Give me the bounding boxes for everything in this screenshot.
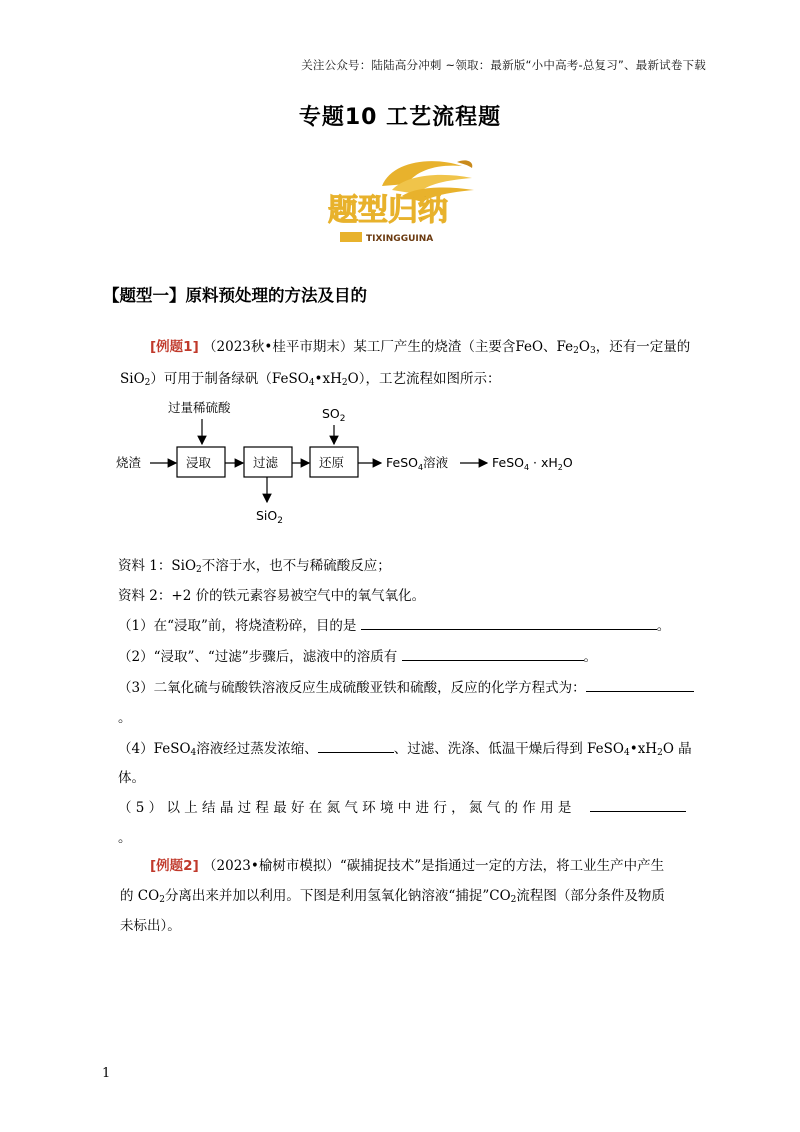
answer-blank-2[interactable] (402, 646, 584, 661)
process-flowchart (110, 392, 610, 532)
logo-main-text: 题型归纳 (328, 193, 448, 228)
text: （2023•榆树市模拟）“碳捕捉技术”是指通过一定的方法，将工业生产中产生 (203, 858, 665, 874)
text: •xH (629, 741, 658, 757)
text: O），工艺流程如图所示： (347, 371, 501, 387)
sub: 2 (341, 378, 348, 388)
example1-line1: （2023秋•桂平市期末）某工厂产生的烧渣（主要含FeO、Fe (203, 339, 574, 355)
sub: 2 (159, 895, 165, 905)
question-5-end: 。 (118, 830, 132, 846)
answer-blank-4[interactable] (318, 738, 394, 753)
sub: 4 (523, 463, 530, 472)
sub: 2 (573, 346, 579, 356)
example2-line3: 未标出）。 (120, 918, 181, 934)
sub: 2 (557, 463, 563, 472)
text: （ 5 ） 以 上 结 晶 过 程 最 好 在 氮 气 环 境 中 进 行 ， 氮 气 的 作 用 是 (118, 800, 572, 816)
logo-sub-text: TIXINGGUINA (366, 234, 434, 244)
text: ，还有一定量的 (595, 339, 691, 355)
flow-byproduct (256, 508, 283, 526)
sub: 2 (510, 895, 517, 905)
question-3-end: 。 (118, 710, 132, 726)
text: · xH (529, 455, 558, 470)
section-title: 【题型一】原料预处理的方法及目的 (103, 286, 367, 305)
flow-start: 烧渣 (116, 455, 142, 470)
sub: 2 (657, 748, 663, 758)
text: O 晶 (662, 741, 692, 757)
text: （4）FeSO (118, 741, 191, 757)
sub: 2 (196, 565, 202, 575)
question-1 (118, 614, 670, 634)
question-4 (118, 737, 692, 758)
answer-blank-3[interactable] (586, 677, 694, 692)
example1-text (120, 336, 710, 362)
question-3 (118, 676, 694, 696)
question-5 (118, 796, 686, 816)
text: O (578, 339, 590, 355)
text: SO (322, 406, 340, 421)
flow-input-acid: 过量稀硫酸 (168, 400, 231, 415)
header-note: 关注公众号：陆陆高分冲刺 ~领取：最新版“小中高考-总复习”、最新试卷下载 (301, 58, 706, 72)
answer-blank-1[interactable] (361, 615, 657, 630)
text: 溶液 (423, 455, 449, 470)
text: SiO (256, 508, 278, 523)
sub: 2 (144, 378, 151, 388)
text: （2）“浸取”、“过滤”步骤后，滤液中的溶质有 (118, 649, 398, 665)
text: 溶液经过蒸发浓缩、 (196, 741, 318, 757)
logo-tixingguina (322, 156, 492, 248)
text: O (562, 455, 573, 470)
text: FeSO (492, 455, 524, 470)
example1-tag: [例题1] (150, 339, 199, 355)
flow-input-so2 (322, 406, 346, 424)
info-2: 资料 2：+2 价的铁元素容易被空气中的氧气氧化。 (118, 588, 426, 604)
page-number: 1 (102, 1066, 111, 1081)
example1-line2 (120, 368, 710, 394)
answer-blank-5[interactable] (590, 797, 686, 812)
text: （1）在“浸取”前，将烧渣粉碎，目的是 (118, 618, 357, 634)
text: 流程图（部分条件及物质 (516, 888, 665, 904)
flow-step-leach: 浸取 (186, 455, 212, 470)
text: FeSO (386, 455, 418, 470)
text: 不溶于水，也不与稀硫酸反应； (201, 558, 391, 574)
page-title: 专题10 工艺流程题 (298, 105, 502, 130)
info-1 (118, 554, 391, 575)
flow-step-reduce: 还原 (319, 455, 345, 470)
flow-output-solution (386, 455, 449, 472)
sub: 4 (624, 748, 630, 758)
text: 分离出来并加以利用。下图是利用氢氧化钠溶液“捕捉”CO (164, 888, 511, 904)
text: SiO (120, 371, 145, 387)
flow-output-product (492, 455, 573, 472)
text: 资料 1：SiO (118, 558, 197, 574)
text: 。 (656, 618, 671, 634)
text: 、过滤、洗涤、低温干燥后得到 FeSO (393, 741, 624, 757)
example2-line1 (120, 855, 710, 877)
flow-step-filter: 过滤 (253, 455, 279, 470)
question-4-end: 体。 (118, 770, 145, 786)
example2-line2 (120, 885, 710, 911)
text: ）可用于制备绿矾（FeSO (150, 371, 309, 387)
sub: 3 (589, 346, 596, 356)
sub: 4 (308, 378, 315, 388)
sub: 2 (277, 516, 283, 526)
example2-tag: [例题2] (150, 858, 199, 874)
text: （3）二氧化硫与硫酸铁溶液反应生成硫酸亚铁和硫酸，反应的化学方程式为： (118, 680, 586, 696)
sub: 4 (190, 748, 197, 758)
sub: 4 (417, 463, 424, 472)
text: 。 (583, 649, 597, 665)
text: •xH (314, 371, 342, 387)
text: 的 CO (120, 888, 160, 904)
sub: 2 (339, 414, 346, 424)
question-2 (118, 645, 597, 665)
